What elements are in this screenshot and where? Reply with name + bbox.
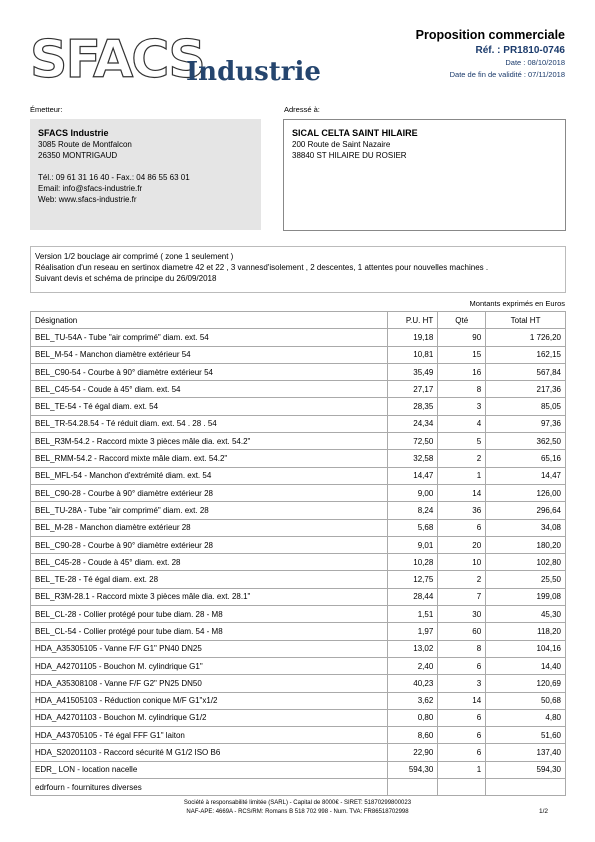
table-row — [31, 346, 566, 363]
cell-unit-price: 24,34 — [388, 415, 438, 432]
cell-total: 65,16 — [486, 450, 566, 467]
issuer-phone: Tél.: 09 61 31 16 40 - Fax.: 04 86 55 63 01 — [38, 173, 190, 182]
amounts-currency-note: Montants exprimés en Euros — [469, 299, 565, 308]
validity-date: Date de fin de validité : 07/11/2018 — [449, 70, 565, 79]
cell-unit-price: 32,58 — [388, 450, 438, 467]
cell-unit-price: 12,75 — [388, 571, 438, 588]
cell-unit-price: 3,62 — [388, 692, 438, 709]
table-row — [31, 779, 566, 796]
description-line: Suivant devis et schéma de principe du 26/09/2018 — [35, 274, 217, 283]
cell-unit-price: 9,01 — [388, 536, 438, 553]
table-row — [31, 536, 566, 553]
cell-unit-price: 0,80 — [388, 709, 438, 726]
cell-quantity: 6 — [438, 744, 486, 761]
cell-quantity: 3 — [438, 675, 486, 692]
cell-quantity: 14 — [438, 484, 486, 501]
issuer-address-line2: 26350 MONTRIGAUD — [38, 151, 118, 160]
cell-quantity: 6 — [438, 657, 486, 674]
table-row — [31, 606, 566, 623]
cell-unit-price: 1,51 — [388, 606, 438, 623]
cell-designation: BEL_RMM-54.2 - Raccord mixte mâle diam. ext. 54.2" — [31, 450, 388, 467]
cell-quantity: 30 — [438, 606, 486, 623]
cell-quantity: 6 — [438, 727, 486, 744]
cell-unit-price: 19,18 — [388, 329, 438, 346]
cell-unit-price: 40,23 — [388, 675, 438, 692]
cell-total: 162,15 — [486, 346, 566, 363]
cell-quantity: 3 — [438, 398, 486, 415]
cell-quantity: 2 — [438, 450, 486, 467]
table-row — [31, 623, 566, 640]
table-row — [31, 761, 566, 778]
cell-quantity: 10 — [438, 554, 486, 571]
cell-total: 180,20 — [486, 536, 566, 553]
table-row — [31, 450, 566, 467]
cell-total: 45,30 — [486, 606, 566, 623]
line-items-table — [30, 311, 566, 796]
table-row — [31, 433, 566, 450]
cell-unit-price: 72,50 — [388, 433, 438, 450]
header-total: Total HT — [486, 312, 566, 329]
table-row — [31, 502, 566, 519]
cell-total: 118,20 — [486, 623, 566, 640]
cell-designation: BEL_CL-28 - Collier protégé pour tube diam. 28 - M8 — [31, 606, 388, 623]
cell-quantity: 16 — [438, 363, 486, 380]
cell-designation: HDA_A42701103 - Bouchon M. cylindrique G1/2 — [31, 709, 388, 726]
cell-quantity: 6 — [438, 519, 486, 536]
cell-designation: BEL_C45-54 - Coude à 45° diam. ext. 54 — [31, 381, 388, 398]
cell-quantity: 7 — [438, 588, 486, 605]
cell-designation: HDA_A43705105 - Té égal FFF G1" laiton — [31, 727, 388, 744]
cell-designation: BEL_CL-54 - Collier protégé pour tube diam. 54 - M8 — [31, 623, 388, 640]
recipient-box — [283, 119, 566, 231]
issuer-email: Email: info@sfacs-industrie.fr — [38, 184, 143, 193]
cell-quantity: 15 — [438, 346, 486, 363]
cell-designation: HDA_A35308108 - Vanne F/F G2" PN25 DN50 — [31, 675, 388, 692]
cell-designation: BEL_C45-28 - Coude à 45° diam. ext. 28 — [31, 554, 388, 571]
cell-total: 296,64 — [486, 502, 566, 519]
cell-unit-price: 28,44 — [388, 588, 438, 605]
table-row — [31, 657, 566, 674]
cell-designation: BEL_C90-28 - Courbe à 90° diamètre extérieur 28 — [31, 484, 388, 501]
issuer-address-line1: 3085 Route de Montfalcon — [38, 140, 132, 149]
cell-unit-price: 10,28 — [388, 554, 438, 571]
table-row — [31, 363, 566, 380]
cell-quantity: 14 — [438, 692, 486, 709]
document-reference: Réf. : PR1810-0746 — [475, 45, 565, 56]
issuer-box — [30, 119, 261, 230]
table-row — [31, 519, 566, 536]
company-logo — [30, 30, 321, 90]
footer-legal-line1: Société à responsabilité limitée (SARL) - Capital de 8000€ - SIRET: 51870299800023 — [183, 800, 412, 806]
issuer-name: SFACS Industrie — [38, 128, 109, 138]
issuer-label: Émetteur: — [30, 105, 63, 114]
proposal-description — [30, 246, 566, 293]
cell-total: 25,50 — [486, 571, 566, 588]
recipient-name: SICAL CELTA SAINT HILAIRE — [292, 128, 418, 138]
cell-total: 102,80 — [486, 554, 566, 571]
table-row — [31, 640, 566, 657]
recipient-address-line1: 200 Route de Saint Nazaire — [292, 140, 391, 149]
cell-total: 14,40 — [486, 657, 566, 674]
cell-quantity: 1 — [438, 761, 486, 778]
table-row — [31, 381, 566, 398]
cell-total: 14,47 — [486, 467, 566, 484]
cell-total: 104,16 — [486, 640, 566, 657]
cell-designation: edrfourn - fournitures diverses — [31, 779, 388, 796]
cell-total: 199,08 — [486, 588, 566, 605]
cell-unit-price: 5,68 — [388, 519, 438, 536]
table-row — [31, 467, 566, 484]
cell-designation: BEL_C90-28 - Courbe à 90° diamètre extérieur 28 — [31, 536, 388, 553]
table-row — [31, 709, 566, 726]
cell-unit-price — [388, 779, 438, 796]
cell-total: 594,30 — [486, 761, 566, 778]
cell-total: 362,50 — [486, 433, 566, 450]
cell-total: 34,08 — [486, 519, 566, 536]
cell-total: 137,40 — [486, 744, 566, 761]
recipient-label: Adressé à: — [284, 105, 320, 114]
cell-unit-price: 22,90 — [388, 744, 438, 761]
description-line: Réalisation d'un reseau en sertinox diametre 42 et 22 , 3 vannesd'isolement , 2 descentes, 1 attentes pour nouvelles machines . — [35, 263, 489, 272]
cell-total: 51,60 — [486, 727, 566, 744]
table-row — [31, 398, 566, 415]
cell-quantity: 90 — [438, 329, 486, 346]
table-row — [31, 692, 566, 709]
cell-unit-price: 10,81 — [388, 346, 438, 363]
cell-total: 120,69 — [486, 675, 566, 692]
cell-quantity: 8 — [438, 381, 486, 398]
cell-unit-price: 9,00 — [388, 484, 438, 501]
cell-quantity: 1 — [438, 467, 486, 484]
cell-quantity: 4 — [438, 415, 486, 432]
cell-designation: BEL_TE-28 - Té égal diam. ext. 28 — [31, 571, 388, 588]
cell-designation: BEL_M-28 - Manchon diamètre extérieur 28 — [31, 519, 388, 536]
cell-unit-price: 2,40 — [388, 657, 438, 674]
recipient-address-line2: 38840 ST HILAIRE DU ROSIER — [292, 151, 407, 160]
cell-designation: BEL_M-54 - Manchon diamètre extérieur 54 — [31, 346, 388, 363]
cell-quantity — [438, 779, 486, 796]
header-designation: Désignation — [31, 312, 388, 329]
cell-designation: BEL_TU-54A - Tube "air comprimé" diam. ext. 54 — [31, 329, 388, 346]
table-row — [31, 571, 566, 588]
cell-designation: BEL_C90-54 - Courbe à 90° diamètre extérieur 54 — [31, 363, 388, 380]
cell-unit-price: 13,02 — [388, 640, 438, 657]
cell-designation: HDA_A35305105 - Vanne F/F G1" PN40 DN25 — [31, 640, 388, 657]
cell-designation: HDA_A41505103 - Réduction conique M/F G1"x1/2 — [31, 692, 388, 709]
cell-total: 567,84 — [486, 363, 566, 380]
table-row — [31, 484, 566, 501]
cell-unit-price: 27,17 — [388, 381, 438, 398]
cell-total: 126,00 — [486, 484, 566, 501]
cell-unit-price: 8,60 — [388, 727, 438, 744]
page-number: 1/2 — [538, 808, 548, 815]
table-header-row — [31, 312, 566, 329]
cell-designation: BEL_TE-54 - Té égal diam. ext. 54 — [31, 398, 388, 415]
legal-footer — [0, 799, 595, 817]
cell-unit-price: 28,35 — [388, 398, 438, 415]
cell-quantity: 8 — [438, 640, 486, 657]
cell-quantity: 2 — [438, 571, 486, 588]
logo-sfacs-text: SFACS — [30, 30, 204, 90]
logo-industrie-text: Industrie — [186, 57, 321, 87]
cell-designation: HDA_A42701105 - Bouchon M. cylindrique G1" — [31, 657, 388, 674]
table-row — [31, 675, 566, 692]
cell-total: 50,68 — [486, 692, 566, 709]
footer-legal-line2: NAF-APE: 4669A - RCS/RM: Romans B 518 702 998 - Num. TVA: FR86518702998 — [186, 809, 409, 815]
description-line: Version 1/2 bouclage air comprimé ( zone 1 seulement ) — [35, 252, 234, 261]
table-row — [31, 727, 566, 744]
cell-total — [486, 779, 566, 796]
table-row — [31, 744, 566, 761]
table-row — [31, 329, 566, 346]
cell-quantity: 20 — [438, 536, 486, 553]
cell-quantity: 6 — [438, 709, 486, 726]
cell-designation: HDA_S20201103 - Raccord sécurité M G1/2 ISO B6 — [31, 744, 388, 761]
cell-unit-price: 35,49 — [388, 363, 438, 380]
cell-designation: BEL_TU-28A - Tube "air comprimé" diam. ext. 28 — [31, 502, 388, 519]
cell-unit-price: 8,24 — [388, 502, 438, 519]
cell-designation: BEL_R3M-54.2 - Raccord mixte 3 pièces mâle dia. ext. 54.2" — [31, 433, 388, 450]
cell-quantity: 60 — [438, 623, 486, 640]
document-date: Date : 08/10/2018 — [505, 58, 565, 67]
cell-total: 1 726,20 — [486, 329, 566, 346]
cell-unit-price: 594,30 — [388, 761, 438, 778]
cell-total: 97,36 — [486, 415, 566, 432]
document-header — [416, 28, 565, 81]
cell-designation: BEL_R3M-28.1 - Raccord mixte 3 pièces mâle dia. ext. 28.1" — [31, 588, 388, 605]
issuer-web: Web: www.sfacs-industrie.fr — [38, 195, 137, 204]
cell-total: 217,36 — [486, 381, 566, 398]
cell-designation: EDR_ LON - location nacelle — [31, 761, 388, 778]
table-row — [31, 588, 566, 605]
cell-total: 4,80 — [486, 709, 566, 726]
cell-quantity: 5 — [438, 433, 486, 450]
cell-unit-price: 1,97 — [388, 623, 438, 640]
cell-designation: BEL_TR-54.28.54 - Té réduit diam. ext. 54 . 28 . 54 — [31, 415, 388, 432]
table-row — [31, 415, 566, 432]
table-row — [31, 554, 566, 571]
cell-unit-price: 14,47 — [388, 467, 438, 484]
cell-quantity: 36 — [438, 502, 486, 519]
cell-total: 85,05 — [486, 398, 566, 415]
cell-designation: BEL_MFL-54 - Manchon d'extrémité diam. ext. 54 — [31, 467, 388, 484]
header-quantity: Qté — [438, 312, 486, 329]
header-unit-price: P.U. HT — [388, 312, 438, 329]
document-title: Proposition commerciale — [415, 28, 565, 42]
